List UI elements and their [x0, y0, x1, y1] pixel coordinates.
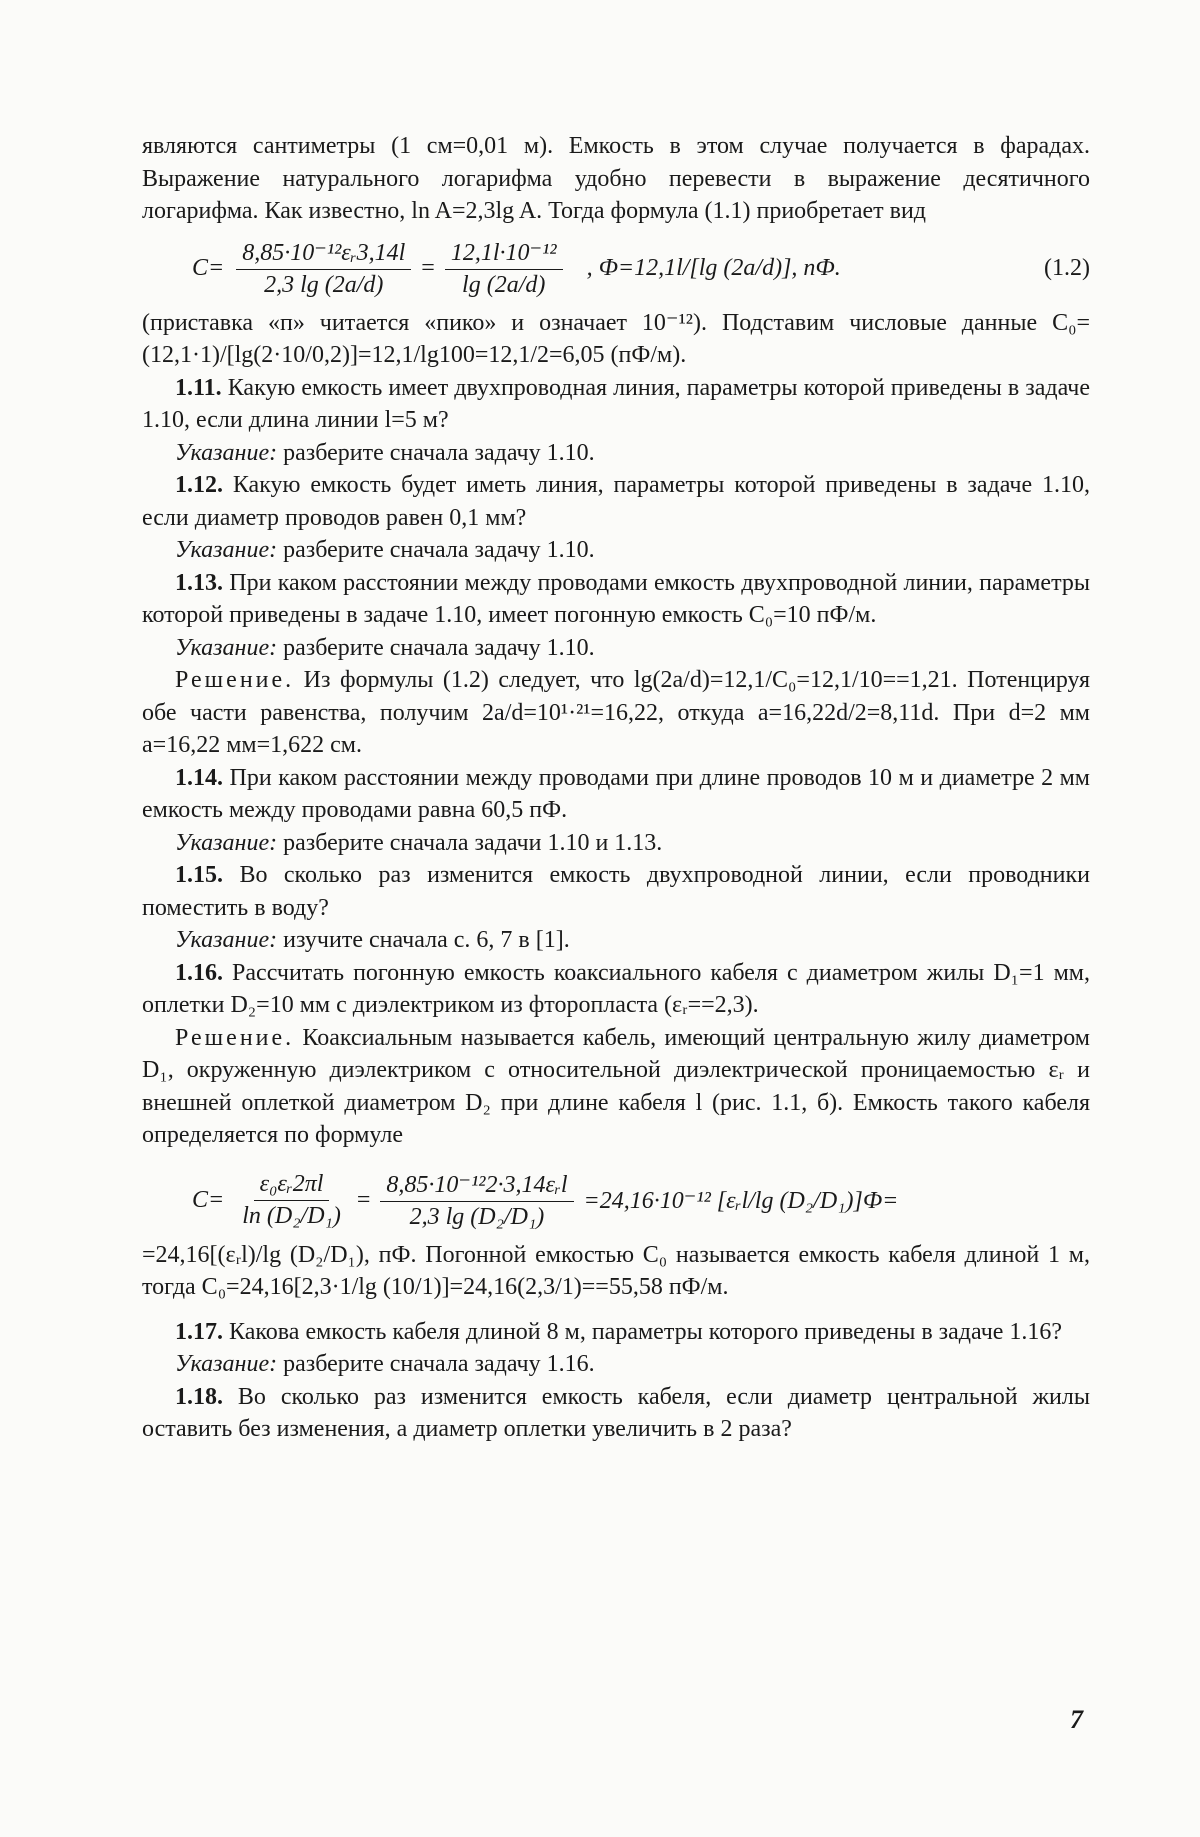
problem-1-11	[142, 372, 1090, 437]
hint-label: Указание:	[175, 1351, 278, 1377]
problem-number: 1.13.	[175, 569, 223, 596]
fraction-2	[380, 1170, 573, 1231]
hint-label: Указание:	[175, 634, 278, 661]
hint-1-12	[142, 534, 1090, 567]
problem-1-12	[142, 469, 1090, 534]
hint-label: Указание:	[175, 439, 278, 466]
solution-text: Из формулы (1.2) следует, что lg(2a/d)=12,1/C₀=12,1/10==1,21. Потенцируя обе части равенства, получим 2a/d=10¹·²¹=16,22, откуда a=16,22d/2=8,11d. При d=2 мм a=16,22 мм=1,622 см.	[142, 667, 1090, 758]
problem-text: Какова емкость кабеля длиной 8 м, параметры которого приведены в задаче 1.16?	[223, 1318, 1063, 1345]
solution-text: Коаксиальным называется кабель, имеющий центральную жилу диаметром D₁, окруженную диэлектриком с относительной диэлектрической проницаемостью εᵣ и внешней оплеткой диаметром D₂ при длине кабеля l (рис. 1.1, б). Емкость такого кабеля определяется по формуле	[142, 1024, 1091, 1148]
solution-1-16	[142, 1022, 1090, 1152]
problem-number: 1.14.	[175, 764, 223, 791]
problem-number: 1.15.	[175, 862, 223, 888]
formula-1-2	[142, 238, 1090, 299]
hint-1-17	[142, 1348, 1090, 1381]
hint-text: разберите сначала задачу 1.10.	[277, 537, 595, 563]
problem-1-14	[142, 762, 1090, 827]
equals-sign: =	[421, 254, 435, 281]
problem-number: 1.12.	[175, 472, 223, 498]
hint-text: изучите сначала с. 6, 7 в [1].	[277, 927, 570, 953]
intro-paragraph: являются сантиметры (1 см=0,01 м). Емкость в этом случае получается в фарадах. Выражение натурального логарифма удобно перевести в выражение десятичного логарифма. Как известно, ln A=2,3lg A. Тогда формула (1.1) приобретает вид	[142, 133, 1090, 224]
solution-label: Решение.	[175, 667, 295, 693]
problem-text: Во сколько раз изменится емкость двухпроводной линии, если проводники поместить в воду?	[142, 862, 1090, 921]
hint-label: Указание:	[175, 829, 278, 856]
formula-coax	[142, 1170, 1090, 1231]
problem-1-13	[142, 567, 1090, 632]
hint-label: Указание:	[175, 537, 278, 563]
formula-tail: , Ф=12,1l/[lg (2a/d)], пФ.	[586, 254, 841, 281]
solution-1-13	[142, 664, 1090, 762]
fraction-denominator: 2,3 lg (2a/d)	[264, 271, 384, 298]
fraction-numerator: 8,85·10⁻¹²2·3,14εᵣl	[380, 1170, 573, 1202]
problem-text: При каком расстоянии между проводами при длине проводов 10 м и диаметре 2 мм емкость между проводами равна 60,5 пФ.	[142, 764, 1090, 823]
problem-number: 1.16.	[175, 959, 223, 986]
fraction-denominator: 2,3 lg (D₂/D₁)	[409, 1203, 545, 1230]
page-number: 7	[1070, 1705, 1083, 1734]
problem-text: Какую емкость имеет двухпроводная линия, параметры которой приведены в задаче 1.10, если длина линии l=5 м?	[142, 374, 1090, 433]
hint-1-13	[142, 632, 1090, 665]
formula-lhs: C=	[192, 1186, 225, 1213]
problem-text: При каком расстоянии между проводами емкость двухпроводной линии, параметры которой приведены в задаче 1.10, имеет погонную емкость C₀=10 пФ/м.	[142, 569, 1090, 628]
hint-label: Указание:	[175, 927, 278, 953]
problem-text: Рассчитать погонную емкость коаксиального кабеля с диаметром жилы D₁=1 мм, оплетки D₂=10 мм с диэлектриком из фторопласта (εᵣ==2,3).	[142, 959, 1090, 1018]
equation-label: (1.2)	[1044, 254, 1090, 281]
problem-text: Во сколько раз изменится емкость кабеля, если диаметр центральной жилы оставить без изменения, а диаметр оплетки увеличить в 2 раза?	[142, 1383, 1090, 1442]
problem-1-15	[142, 859, 1090, 924]
fraction-1	[236, 238, 411, 299]
fraction-denominator: ln (D₂/D₁)	[242, 1202, 341, 1229]
problem-number: 1.17.	[175, 1318, 223, 1345]
equals-sign: =	[356, 1186, 371, 1213]
solution-label: Решение.	[175, 1024, 295, 1051]
fraction-2	[445, 238, 563, 299]
hint-text: разберите сначала задачу 1.16.	[277, 1351, 595, 1377]
problem-1-18	[142, 1381, 1090, 1446]
fraction-1	[236, 1171, 347, 1230]
hint-text: разберите сначала задачу 1.10.	[277, 634, 595, 661]
formula-tail: =24,16·10⁻¹² [εᵣl/lg (D₂/D₁)]Ф=	[583, 1187, 899, 1214]
problem-text: Какую емкость будет иметь линия, параметры которой приведены в задаче 1.10, если диаметр проводов равен 0,1 мм?	[142, 472, 1090, 531]
fraction-numerator: ε₀εᵣ2πl	[254, 1171, 330, 1201]
problem-number: 1.11.	[175, 374, 222, 401]
hint-1-14	[142, 827, 1090, 860]
fraction-numerator: 12,1l·10⁻¹²	[445, 238, 563, 270]
after-coax-paragraph: =24,16[(εᵣl)/lg (D₂/D₁), пФ. Погонной емкостью C₀ называется емкость кабеля длиной 1 м, тогда C₀=24,16[2,3·1/lg (10/1)]=24,16(2,3/1)==55,58 пФ/м.	[142, 1241, 1090, 1300]
hint-1-11	[142, 437, 1090, 470]
problem-number: 1.18.	[175, 1383, 223, 1410]
fraction-denominator: lg (2a/d)	[462, 271, 546, 298]
hint-1-15	[142, 924, 1090, 957]
fraction-numerator: 8,85·10⁻¹²εᵣ3,14l	[236, 238, 411, 270]
hint-text: разберите сначала задачи 1.10 и 1.13.	[277, 829, 663, 856]
hint-text: разберите сначала задачу 1.10.	[277, 439, 595, 466]
after-formula-paragraph: (приставка «п» читается «пико» и означает 10⁻¹²). Подставим числовые данные C₀=(12,1·1)/[lg(2·10/0,2)]=12,1/lg100=12,1/2=6,05 (пФ/м).	[142, 309, 1090, 368]
problem-1-17	[142, 1316, 1090, 1349]
problem-1-16	[142, 957, 1090, 1022]
formula-lhs: C=	[192, 254, 225, 281]
